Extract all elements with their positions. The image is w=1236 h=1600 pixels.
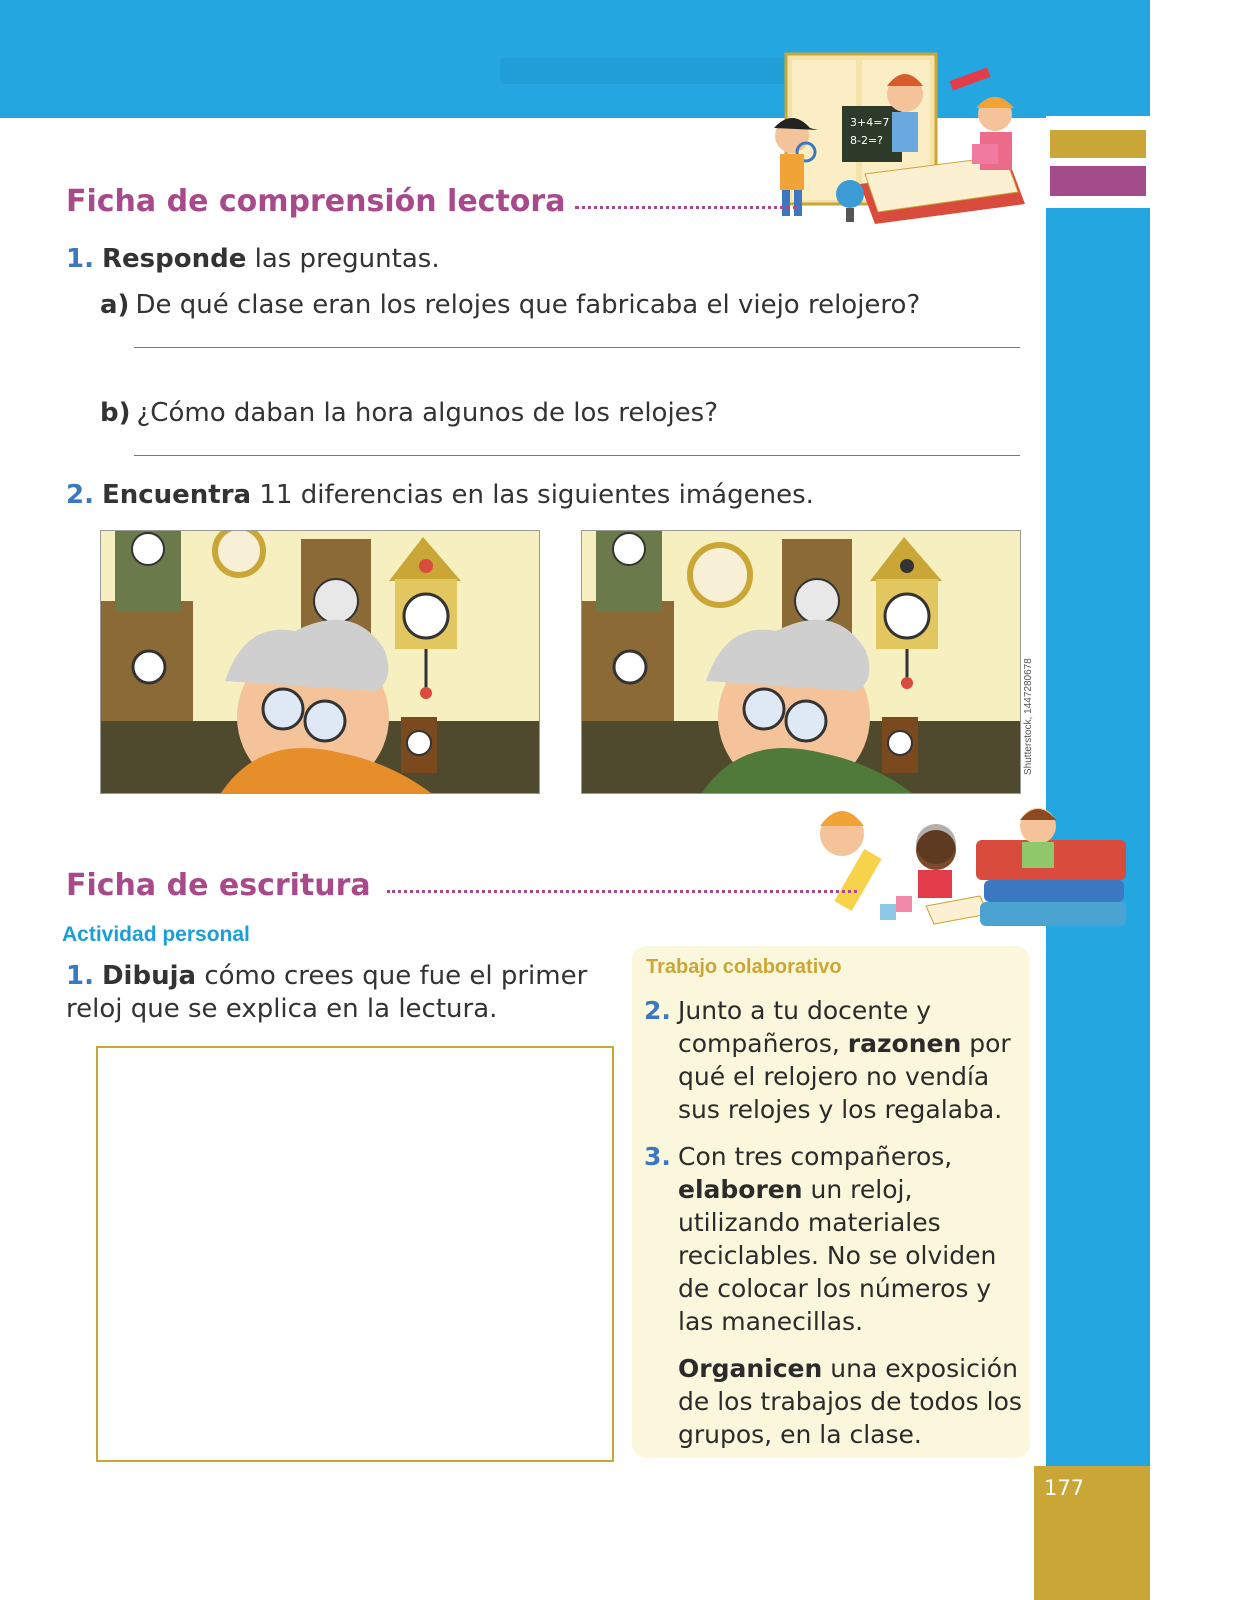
svg-text:3+4=7: 3+4=7 xyxy=(850,116,890,129)
side-color-band xyxy=(1046,116,1150,1466)
difference-image-right[interactable] xyxy=(581,530,1021,794)
reading-sheet-title: Ficha de comprensión lectora xyxy=(66,184,797,219)
question-number: 3. xyxy=(644,1142,671,1171)
clockmaker-illustration-left xyxy=(101,531,539,793)
answer-line-1a[interactable] xyxy=(134,347,1020,348)
drawing-box[interactable] xyxy=(96,1046,614,1462)
title-dotted-line xyxy=(575,206,797,209)
question-1b xyxy=(100,398,718,428)
collab-extra-instruction xyxy=(678,1352,1028,1451)
question-letter: a) xyxy=(100,290,130,320)
kids-books-illustration xyxy=(808,800,1128,930)
image-credit: Shutterstock, 1447280678 xyxy=(1023,658,1034,775)
page-number: 177 xyxy=(1044,1476,1085,1500)
title-dotted-line xyxy=(387,890,857,893)
question-letter: b) xyxy=(100,398,131,428)
question-1a xyxy=(100,290,920,320)
question-number: 2. xyxy=(66,480,94,510)
question-verb: Dibuja xyxy=(101,961,197,991)
clockmaker-illustration-right xyxy=(582,531,1020,793)
question-number: 2. xyxy=(644,996,671,1025)
question-text: Con tres compañeros, xyxy=(678,1142,953,1171)
question-verb: Organicen xyxy=(678,1354,823,1383)
collaborative-work-title: Trabajo colaborativo xyxy=(646,956,842,978)
question-1 xyxy=(66,244,440,274)
question-text: por qué el relojero no vendía sus relojes y los regalaba. xyxy=(678,1029,1011,1124)
difference-image-left[interactable] xyxy=(100,530,540,794)
collab-question-2 xyxy=(644,994,1029,1126)
question-verb: razonen xyxy=(847,1029,962,1058)
question-text: un reloj, utilizando materiales reciclables. No se olviden de colocar los números y las manecillas. xyxy=(678,1175,997,1336)
question-2 xyxy=(66,480,814,510)
question-verb: Responde xyxy=(101,244,247,274)
collab-question-3 xyxy=(644,1140,1029,1338)
gold-tab xyxy=(1050,130,1146,158)
question-verb: elaboren xyxy=(678,1175,803,1204)
personal-activity-heading: Actividad personal xyxy=(62,923,250,946)
question-number: 1. xyxy=(66,244,94,274)
answer-line-1b[interactable] xyxy=(134,455,1020,456)
question-text: 11 diferencias en las siguientes imágenes. xyxy=(259,480,814,510)
question-text: Junto a tu docente y compañeros, xyxy=(678,996,932,1058)
question-verb: Encuentra xyxy=(101,480,252,510)
question-number: 1. xyxy=(66,961,94,991)
question-text: ¿Cómo daban la hora algunos de los relojes? xyxy=(136,398,719,428)
writing-sheet-title: Ficha de escritura xyxy=(66,868,857,903)
question-text: una exposición de los trabajos de todos los grupos, en la clase. xyxy=(678,1354,1022,1449)
question-text: las preguntas. xyxy=(254,244,440,274)
svg-text:8-2=?: 8-2=? xyxy=(850,134,884,147)
question-text: cómo crees que fue el primer reloj que se explica en la lectura. xyxy=(66,961,588,1024)
question-text: De qué clase eran los relojes que fabricaba el viejo relojero? xyxy=(135,290,921,320)
writing-question-1 xyxy=(66,960,614,1026)
purple-tab xyxy=(1050,166,1146,196)
